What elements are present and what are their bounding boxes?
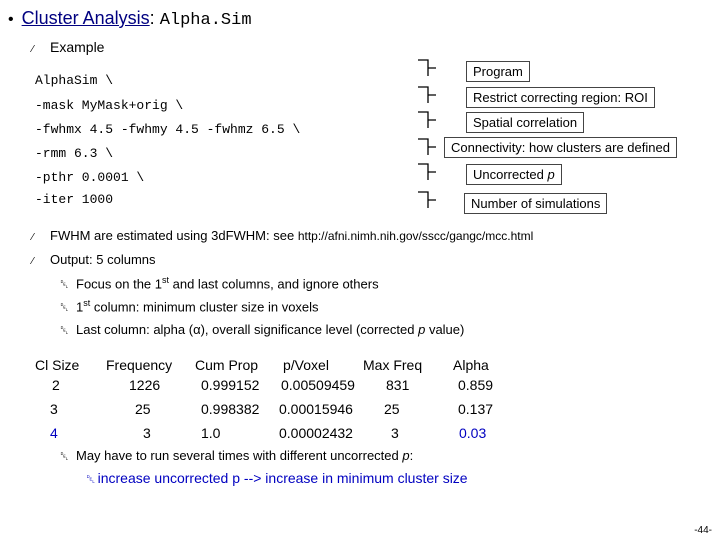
table-cell: 0.00015946 — [279, 401, 353, 417]
table-header-cumprop: Cum Prop — [195, 357, 259, 373]
table-cell: 0.03 — [459, 425, 487, 441]
output-item — [32, 252, 156, 267]
table-header-alpha: Alpha — [453, 357, 489, 373]
bracket-3 — [418, 112, 436, 128]
fwhm-text: FWHM are estimated using 3dFWHM: see — [50, 228, 295, 243]
title-code: Alpha.Sim — [159, 11, 252, 30]
table-cell: 0.00002432 — [279, 425, 353, 441]
page-number: -44- — [694, 525, 712, 536]
output-subitem-3: ␡ Last column: alpha (α), overall significance level (corrected p value) — [60, 322, 465, 337]
bullet-icon: ⁄ — [32, 232, 34, 243]
sub-bullet-icon: ␡ — [86, 472, 96, 486]
annotation-uncorrected — [466, 164, 562, 185]
annotation-connectivity: Connectivity: how clusters are defined — [444, 137, 677, 158]
table-cell: 0.137 — [458, 401, 494, 417]
bracket-connectors — [416, 58, 446, 218]
code-line-5: -pthr 0.0001 \ — [35, 170, 145, 185]
output-heading: Output: 5 columns — [50, 252, 156, 267]
title-link[interactable]: Cluster Analysis — [21, 8, 150, 28]
example-item — [32, 39, 104, 55]
table-cell: 0.859 — [458, 377, 494, 393]
table-cell: 25 — [384, 401, 400, 417]
code-line-2: -mask MyMask+orig \ — [35, 98, 184, 113]
code-line-1: AlphaSim \ — [35, 73, 114, 88]
table-cell: 25 — [135, 401, 151, 417]
code-line-4: -rmm 6.3 \ — [35, 146, 114, 161]
bullet-icon: ⁄ — [32, 44, 34, 55]
fwhm-item — [32, 228, 533, 243]
example-label: Example — [50, 39, 105, 55]
table-cell: 1.0 — [201, 425, 221, 441]
table-cell: 1226 — [129, 377, 161, 393]
table-cell: 3 — [143, 425, 151, 441]
table-cell: 3 — [50, 401, 58, 417]
sub-bullet-icon: ␡ — [60, 451, 69, 463]
title-colon: : — [149, 8, 155, 28]
annotation-roi: Restrict correcting region: ROI — [466, 87, 655, 108]
table-header-frequency: Frequency — [106, 357, 173, 373]
title-bullet: • — [8, 11, 14, 28]
table-cell: 0.998382 — [201, 401, 260, 417]
sub-note-item — [86, 470, 468, 487]
annotation-iter: Number of simulations — [464, 193, 607, 214]
table-header-maxfreq: Max Freq — [363, 357, 423, 373]
output-subitem-2: ␡ 1st column: minimum cluster size in voxels — [60, 298, 319, 315]
bracket-2 — [418, 87, 436, 103]
annotation-program: Program — [466, 61, 530, 82]
note-item: ␡ May have to run several times with different uncorrected p: — [60, 448, 414, 463]
annotation-uncorrected-p: p — [547, 167, 555, 182]
annotation-uncorrected-label: Uncorrected — [473, 167, 544, 182]
output-subitem-1: ␡ Focus on the 1st and last columns, and ignore others — [60, 275, 379, 292]
table-header-clsize: Cl Size — [35, 357, 80, 373]
sub-bullet-icon: ␡ — [60, 279, 69, 292]
bracket-6 — [418, 192, 436, 208]
table-cell: 0.999152 — [201, 377, 260, 393]
annotation-spatial: Spatial correlation — [466, 112, 584, 133]
table-cell: 4 — [50, 425, 58, 441]
table-cell: 831 — [386, 377, 410, 393]
bracket-4 — [418, 139, 436, 155]
bracket-1 — [418, 60, 436, 76]
alpha-symbol: α — [193, 322, 201, 337]
code-line-3: -fwhmx 4.5 -fwhmy 4.5 -fwhmz 6.5 \ — [35, 122, 301, 137]
table-header-pvoxel: p/Voxel — [283, 357, 329, 373]
table-cell: 0.00509459 — [281, 377, 355, 393]
sub-bullet-icon: ␡ — [60, 325, 69, 337]
fwhm-url[interactable]: http://afni.nimh.nih.gov/sscc/gangc/mcc.html — [297, 229, 534, 243]
table-cell: 2 — [52, 377, 60, 393]
bracket-5 — [418, 164, 436, 180]
table-cell: 3 — [391, 425, 399, 441]
slide-title — [8, 8, 252, 30]
code-line-6: -iter 1000 — [35, 192, 114, 207]
sub-bullet-icon: ␡ — [60, 302, 69, 315]
bullet-icon: ⁄ — [32, 256, 34, 267]
sub-note-text: increase uncorrected p --> increase in minimum cluster size — [97, 470, 468, 486]
